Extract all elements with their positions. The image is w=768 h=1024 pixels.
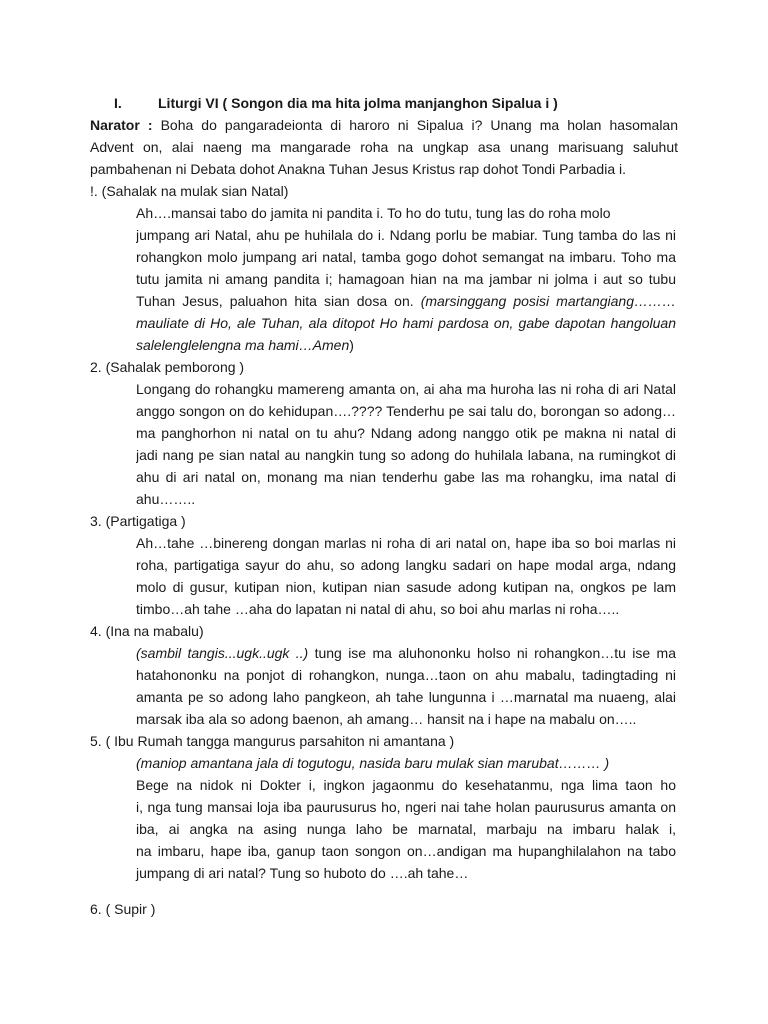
section-3-line-2: roha, partigatiga sayur do ahu, so adong langku sadari on hape modal arga, ndang [136,557,676,573]
section-1-heading: !. (Sahalak na mulak sian Natal) [90,183,289,199]
section-2-line-6: ahu…….. [136,491,196,507]
section-1-line-5-italic: (marsinggang posisi martangiang……… [420,293,676,309]
heading-title: Liturgi VI ( Songon dia ma hita jolma manjanghon Sipalua i ) [158,95,558,111]
section-5-italic-line: (maniop amantana jala di togutogu, nasida baru mulak sian marubat……… ) [136,755,610,771]
section-6-heading: 6. ( Supir ) [90,901,156,917]
section-3-line-1: Ah…tahe …binereng dongan marlas ni roha di ari natal on, hape iba so boi marlas ni [136,535,676,551]
section-2-line-5: ahu di ari natal on, monang ma nian tenderhu gabe las ma rohangku, ima natal di [136,469,676,485]
section-1-italic-line-2 [136,334,354,356]
section-5-line-3: iba, ai angka na asing nunga laho be marnatal, marbaju na imbaru halak i, [136,821,676,837]
narrator-text: Boha do pangaradeionta di haroro ni Sipalua i? Unang ma holan hasomalan [160,117,678,133]
narrator-line-3: pambahenan ni Debata dohot Anakna Tuhan Jesus Kristus rap dohot Tondi Parbadia i. [90,161,627,177]
section-1-italic-line-1: mauliate di Ho, ale Tuhan, ala ditopot Ho hami pardosa on, gabe dapotan hangoluan [136,315,676,331]
section-1-line-5-text: Tuhan Jesus, paluahon hita sian dosa on. [136,293,421,309]
section-4-line-4: marsak iba ala so adong baenon, ah amang… hansit na i hape na mabalu on….. [136,711,637,727]
section-4-line-3: amanta pe so adong laho pangkeon, ah tahe lungunna i …marnatal ma nuaeng, alai [136,689,676,705]
section-4-line-1-text: tung ise ma aluhononku holso ni rohangkon…tu ise ma [314,645,676,661]
section-5-line-1: Bege na nidok ni Dokter i, ingkon jagaonmu do kesehatanmu, nga lima taon ho [136,777,676,793]
section-2-line-2: anggo songon on do kehidupan….???? Tenderhu pe sai talu do, borongan so adong… [136,403,676,419]
section-1-line-2: jumpang ari Natal, ahu pe huhilala do i. Ndang porlu be mabiar. Tung tamba do las ni [136,227,676,243]
narrator-label: Narator : [90,117,153,133]
section-2-line-1: Longang do rohangku mamereng amanta on, ai aha ma huroha las ni roha di ari Natal [136,381,676,397]
section-5-line-4: na imbaru, hape iba, ganup taon songon on…andigan ma hupanghilalahon na tabo [136,843,676,859]
section-1-closing: ) [349,337,354,353]
section-2-heading: 2. (Sahalak pemborong ) [90,359,245,375]
heading-number: I. [114,95,122,111]
section-4-italic: (sambil tangis...ugk..ugk ..) [136,645,309,661]
section-5-heading: 5. ( Ibu Rumah tangga mangurus parsahiton ni amantana ) [90,733,455,749]
section-3-line-4: timbo…ah tahe …aha do lapatan ni natal di ahu, so boi ahu marlas ni roha….. [136,601,620,617]
section-2-line-4: jadi nang pe sian natal au nangkin tung so adong do huhilala labana, na rumingkot di [136,447,676,463]
narrator-line-2: Advent on, alai naeng ma mangarade roha na ungkap asa unang marisuang saluhut [90,139,678,155]
section-2-line-3: ma panghorhon ni natal on tu ahu? Ndang adong nanggo otik pe makna ni natal di [136,425,676,441]
narrator-line-1 [90,114,678,136]
section-3-heading: 3. (Partigatiga ) [90,513,186,529]
section-1-line-1: Ah….mansai tabo do jamita ni pandita i. To ho do tutu, tung las do roha molo [136,205,611,221]
section-5-line-2: i, nga tung mansai loja iba paurusurus ho, ngeri nai tahe holan paurusurus amanta on [136,799,676,815]
section-5-line-5: jumpang di ari natal? Tung so huboto do ….ah tahe… [136,865,469,881]
section-1-line-5 [136,290,676,312]
section-3-line-3: molo di gusur, kutipan nion, kutipan nian sasude adong kutipan na, ongkos pe lam [136,579,676,595]
section-4-line-1 [136,642,676,664]
section-4-line-2: hatahononku na ponjot di rohangkon, nunga…taon on ahu mabalu, tadingtading ni [136,667,676,683]
section-1-line-4: tutu jamita ni amang pandita i; hamagoan hian na ma jambar ni jolma i aut so tubu [136,271,676,287]
section-1-italic-text: salelenglelengna ma hami…Amen [136,337,350,353]
section-4-heading: 4. (Ina na mabalu) [90,623,204,639]
section-1-line-3: rohangkon molo jumpang ari natal, tamba gogo dohot semangat na imbaru. Toho ma [136,249,676,265]
